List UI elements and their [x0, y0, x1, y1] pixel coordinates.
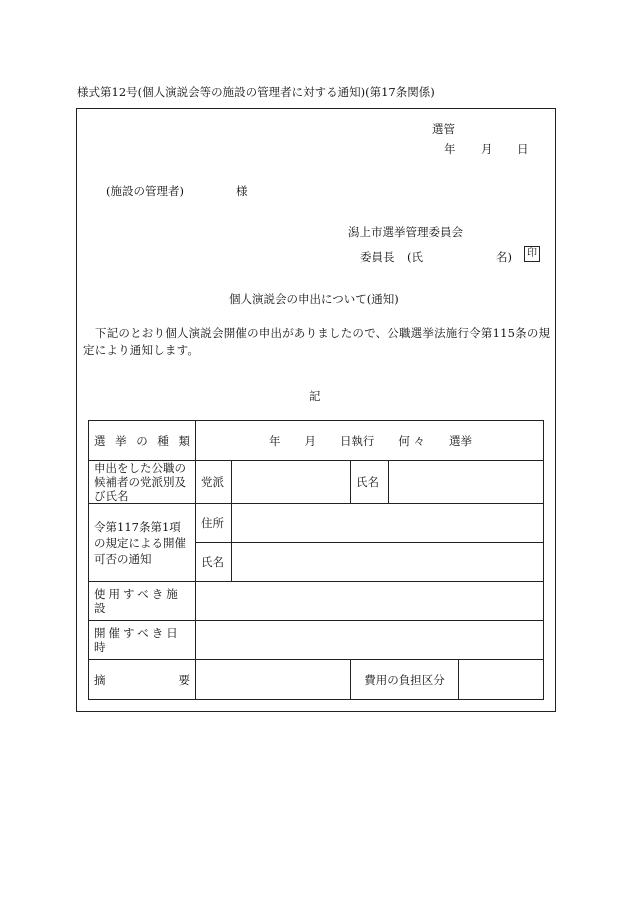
notice-name-label: 氏名 — [196, 543, 232, 582]
election-month: 月 — [304, 433, 316, 448]
date-day: 日 — [517, 142, 529, 156]
candidate-name-value — [389, 461, 544, 504]
candidate-label: 申出をした公職の候補者の党派別及び氏名 — [89, 461, 196, 504]
election-suffix: 選挙 — [449, 433, 473, 448]
datetime-value — [196, 621, 544, 660]
body-paragraph: 下記のとおり個人演説会開催の申出がありましたので、公職選挙法施行令第115条の規定により通知します。 — [83, 326, 551, 357]
election-year: 年 — [269, 433, 281, 448]
cost-label: 費用の負担区分 — [351, 660, 459, 699]
remarks-label — [89, 660, 196, 700]
remarks-value — [196, 660, 351, 700]
seal-mark — [522, 246, 540, 262]
seal-box: 印 — [524, 246, 540, 262]
chair-name-open: (氏 — [407, 250, 423, 264]
ki-label: 記 — [309, 389, 321, 403]
chair-title: 委員長 — [360, 250, 395, 264]
notice-table — [88, 420, 544, 700]
party-label: 党派 — [196, 461, 232, 504]
election-day: 日執行 — [339, 433, 375, 448]
date-year: 年 — [444, 142, 456, 156]
facility-label: 使用すべき施設 — [89, 582, 196, 621]
cost-value — [459, 660, 543, 699]
address-label: 住所 — [196, 504, 232, 543]
cost-cell — [351, 660, 544, 700]
remarks-label-b: 要 — [178, 672, 190, 687]
committee-name: 潟上市選挙管理委員会 — [348, 225, 463, 239]
reference-label: 選管 — [432, 122, 455, 136]
notice-name-value — [232, 543, 544, 582]
remarks-label-a: 摘 — [94, 672, 106, 687]
datetime-label: 開催すべき日時 — [89, 621, 196, 660]
date-month: 月 — [481, 142, 493, 156]
addressee-honorific: 様 — [236, 184, 248, 198]
table-row — [89, 421, 544, 461]
table-row — [89, 660, 544, 700]
party-value — [232, 461, 351, 504]
election-name: 何 々 — [398, 433, 426, 448]
table-row — [89, 504, 544, 543]
form-title: 様式第12号(個人演説会等の施設の管理者に対する通知)(第17条関係) — [77, 85, 435, 99]
address-value — [232, 504, 544, 543]
facility-value — [196, 582, 544, 621]
notice-label: 令第117条第1項の規定による開催可否の通知 — [89, 504, 196, 582]
chair-name-close: 名) — [496, 250, 512, 264]
addressee-label: (施設の管理者) — [106, 184, 184, 198]
table-row — [89, 461, 544, 504]
election-type-value — [196, 421, 544, 461]
subject-line: 個人演説会の申出について(通知) — [229, 292, 399, 306]
table-row — [89, 582, 544, 621]
election-type-label: 選 挙 の 種 類 — [89, 421, 196, 461]
table-row — [89, 621, 544, 660]
candidate-name-label: 氏名 — [351, 461, 389, 504]
